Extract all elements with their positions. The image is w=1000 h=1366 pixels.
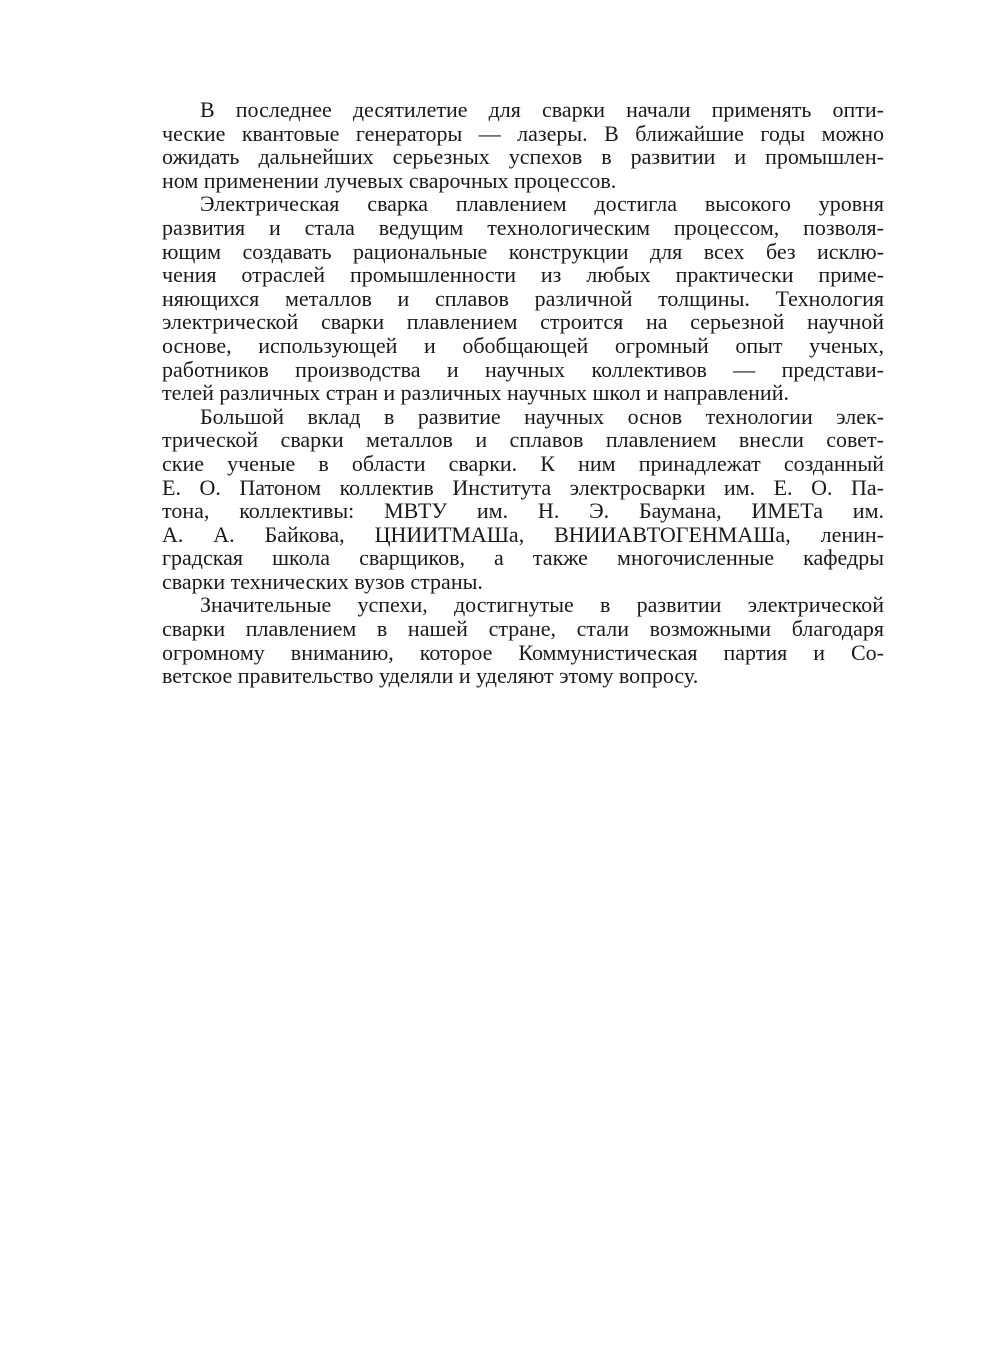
text-line: сварки технических вузов страны. — [162, 568, 483, 594]
text-line: электрической сварки плавлением строится на серьезной научной — [162, 309, 884, 335]
text-line: В последнее десятилетие для сварки начали применять опти- — [200, 97, 884, 122]
text-line: ожидать дальнейших серьезных успехов в развитии и промышлен- — [162, 144, 884, 170]
text-line: няющихся металлов и сплавов различной толщины. Технология — [162, 285, 884, 311]
text-line: ном применении лучевых сварочных процессов. — [162, 167, 617, 193]
text-line: огромному вниманию, которое Коммунистическая партия и Со- — [162, 639, 884, 665]
text-line: градская школа сварщиков, а также многочисленные кафедры — [162, 545, 884, 571]
text-line: ющим создавать рациональные конструкции для всех без исклю- — [162, 238, 884, 264]
text-line: чения отраслей промышленности из любых практически приме- — [162, 262, 884, 288]
text-line: Значительные успехи, достигнутые в развитии электрической — [200, 592, 884, 618]
text-line: тона, коллективы: МВТУ им. Н. Э. Баумана, ИМЕТа им. — [162, 498, 884, 524]
text-line: трической сварки металлов и сплавов плавлением внесли совет- — [162, 427, 884, 453]
body-text — [162, 98, 884, 688]
text-line: ские ученые в области сварки. К ним принадлежат созданный — [162, 450, 884, 476]
text-line: развития и стала ведущим технологическим процессом, позволя- — [162, 214, 884, 240]
text-line: Е. О. Патоном коллектив Института электросварки им. Е. О. Па- — [162, 474, 884, 500]
paragraph-3 — [162, 405, 884, 594]
text-line: ческие квантовые генераторы — лазеры. В ближайшие годы можно — [162, 120, 884, 146]
paragraph-4 — [162, 593, 884, 687]
text-line: Большой вклад в развитие научных основ технологии элек- — [200, 403, 884, 429]
text-line: работников производства и научных коллективов — представи- — [162, 356, 884, 382]
text-line: телей различных стран и различных научных школ и направлений. — [162, 380, 789, 406]
paragraph-1 — [162, 98, 884, 192]
text-line: А. А. Байкова, ЦНИИТМАШа, ВНИИАВТОГЕНМАШа, ленин- — [162, 521, 884, 547]
text-line: сварки плавлением в нашей стране, стали возможными благодаря — [162, 616, 884, 642]
paragraph-2 — [162, 192, 884, 404]
text-line: ветское правительство уделяли и уделяют этому вопросу. — [162, 663, 699, 689]
text-line: основе, использующей и обобщающей огромный опыт ученых, — [162, 332, 884, 358]
text-line: Электрическая сварка плавлением достигла высокого уровня — [200, 191, 884, 217]
